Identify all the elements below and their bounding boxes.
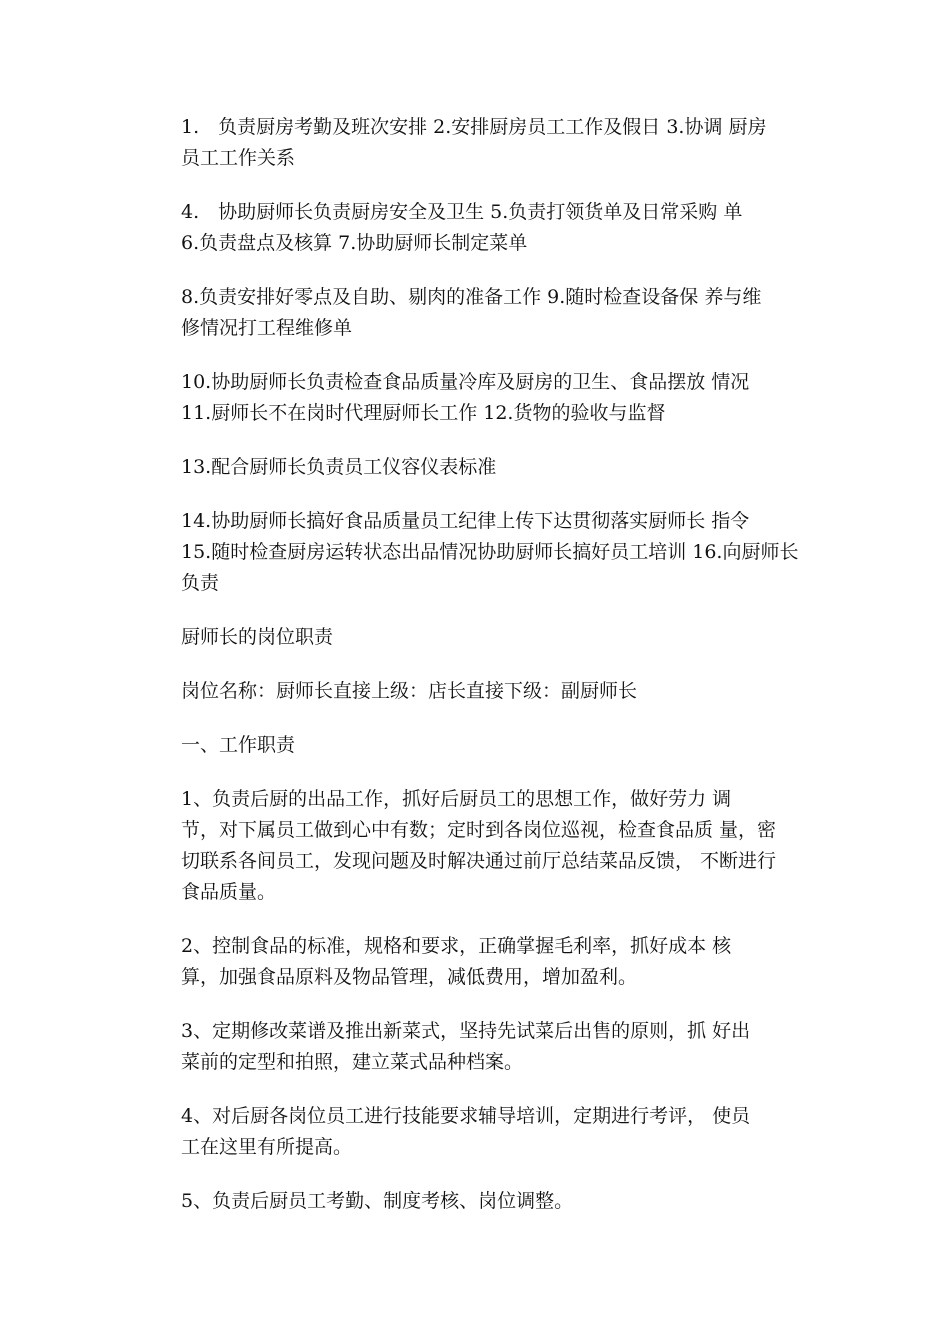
text-line: 1. 负责厨房考勤及班次安排 2.安排厨房员工工作及假日 3.协调 厨房 (181, 116, 767, 138)
text-line: 15.随时检查厨房运转状态出品情况协助厨师长搞好员工培训 16.向厨师长 (181, 541, 799, 563)
text-line: 1、负责后厨的出品工作，抓好后厨员工的思想工作，做好劳力 调 (181, 788, 732, 810)
text-line: 工在这里有所提高。 (181, 1136, 353, 1158)
paragraph-item-4 (144, 1101, 834, 1163)
paragraph-duty-13 (144, 452, 834, 483)
text-line: 8.负责安排好零点及自助、剔肉的准备工作 9.随时检查设备保 养与维 (181, 286, 762, 308)
paragraph-duties-10-12 (144, 367, 834, 429)
subheading-work-duties (144, 730, 834, 761)
paragraph-duties-4-7 (144, 197, 834, 259)
paragraph-item-2 (144, 931, 834, 993)
text-line: 切联系各间员工，发现问题及时解决通过前厅总结菜品反馈， 不断进行 (181, 850, 777, 872)
text-line: 5、负责后厨员工考勤、制度考核、岗位调整。 (181, 1190, 574, 1212)
text-line: 岗位名称：厨师长直接上级：店长直接下级：副厨师长 (181, 680, 638, 702)
position-info (144, 676, 834, 707)
text-line: 算，加强食品原料及物品管理，减低费用，增加盈利。 (181, 966, 638, 988)
text-line: 一、工作职责 (181, 734, 296, 756)
paragraph-duties-14-16 (144, 506, 834, 599)
text-line: 员工工作关系 (181, 147, 296, 169)
paragraph-item-3 (144, 1016, 834, 1078)
section-heading-head-chef-duties (144, 622, 834, 653)
text-line: 负责 (181, 572, 220, 594)
paragraph-item-1 (144, 784, 834, 908)
text-line: 2、控制食品的标准，规格和要求，正确掌握毛利率，抓好成本 核 (181, 935, 732, 957)
text-line: 13.配合厨师长负责员工仪容仪表标准 (181, 456, 497, 478)
text-line: 修情况打工程维修单 (181, 317, 353, 339)
document-body (144, 112, 834, 1240)
text-line: 厨师长的岗位职责 (181, 626, 334, 648)
text-line: 4、对后厨各岗位员工进行技能要求辅导培训，定期进行考评， 使员 (181, 1105, 751, 1127)
text-line: 14.协助厨师长搞好食品质量员工纪律上传下达贯彻落实厨师长 指令 (181, 510, 750, 532)
text-line: 11.厨师长不在岗时代理厨师长工作 12.货物的验收与监督 (181, 402, 666, 424)
text-line: 菜前的定型和拍照，建立菜式品种档案。 (181, 1051, 524, 1073)
paragraph-duties-8-9 (144, 282, 834, 344)
paragraph-item-5 (144, 1186, 834, 1217)
text-line: 食品质量。 (181, 881, 277, 903)
text-line: 10.协助厨师长负责检查食品质量冷库及厨房的卫生、食品摆放 情况 (181, 371, 750, 393)
text-line: 3、定期修改菜谱及推出新菜式，坚持先试菜后出售的原则，抓 好出 (181, 1020, 751, 1042)
text-line: 6.负责盘点及核算 7.协助厨师长制定菜单 (181, 232, 528, 254)
text-line: 4. 协助厨师长负责厨房安全及卫生 5.负责打领货单及日常采购 单 (181, 201, 743, 223)
paragraph-duties-1-3 (144, 112, 834, 174)
text-line: 节，对下属员工做到心中有数；定时到各岗位巡视，检查食品质 量，密 (181, 819, 777, 841)
